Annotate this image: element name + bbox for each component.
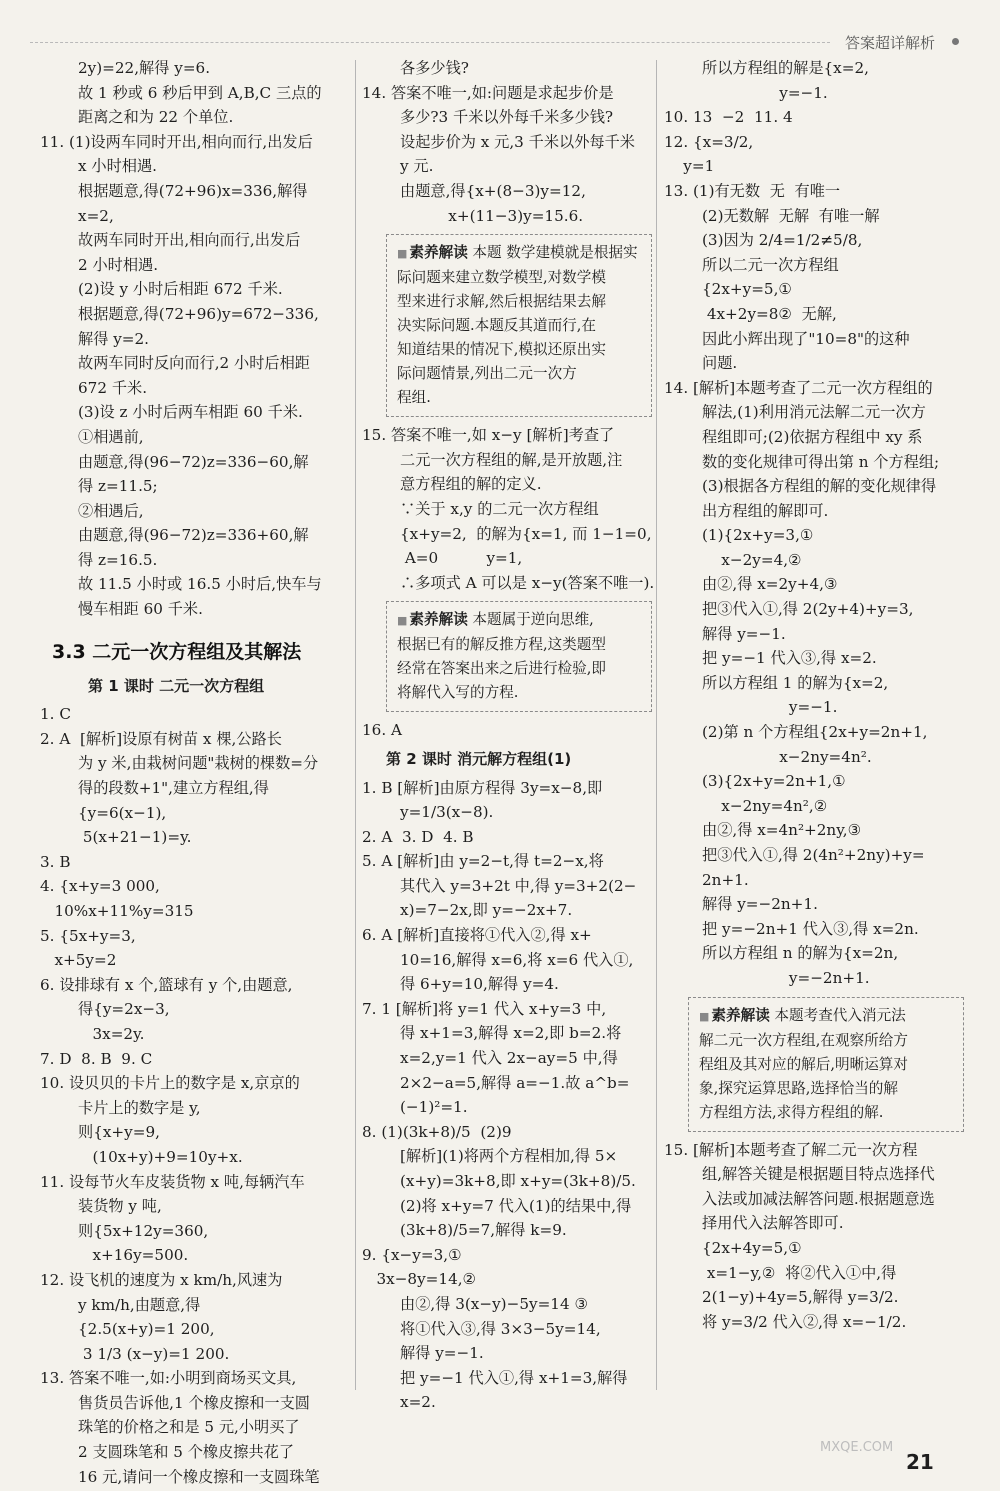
text-line: ∴多项式 A 可以是 x−y(答案不唯一). [400, 573, 655, 592]
text-line: 把 y=−1 代入③,得 x=2. [702, 649, 877, 668]
note-text: 际问题情景,列出二元一次方 [397, 365, 577, 383]
text-line: 8. (1)(3k+8)/5 (2)9 [362, 1122, 512, 1141]
text-line: (3)根据各方程组的解的变化规律得 [702, 477, 937, 496]
text-line: ②相遇后, [78, 501, 144, 520]
text-line: 由题意,得(96−72)z=336−60,解 [78, 452, 309, 471]
note-heading: ■ 素养解读 [397, 244, 468, 261]
page-number: 21 [906, 1450, 934, 1474]
text-line: 意方程组的解的定义. [400, 475, 542, 494]
text-line: A=0 y=1, [400, 549, 523, 568]
note-text: 本题 数学建模就是根据实 [467, 244, 638, 262]
text-line: 数的变化规律可得出第 n 个方程组; [702, 452, 940, 471]
text-line: 9. {x−y=3,① [362, 1245, 462, 1264]
text-line: y=1/3(x−8). [400, 803, 494, 822]
text-line: 出方程组的解即可. [702, 501, 829, 520]
text-line: x+16y=500. [78, 1246, 189, 1265]
header-rule [30, 42, 830, 43]
text-line: 4. {x+y=3 000, [40, 877, 160, 896]
text-line: x−2ny=4n²,② [702, 796, 828, 815]
note-heading: ■ 素养解读 [699, 1007, 770, 1024]
text-line: 2×2−a=5,解得 a=−1.故 a^b= [400, 1073, 630, 1092]
text-line: 程组即可;(2)依据方程组中 xy 系 [702, 427, 923, 446]
text-line: 得 z=16.5. [78, 550, 158, 569]
note-text: 象,探究运算思路,选择恰当的解 [699, 1079, 898, 1097]
header-dot-icon [952, 38, 959, 45]
column-divider [355, 60, 356, 1390]
answer-block [362, 776, 652, 1415]
column-divider [656, 60, 657, 1390]
text-line: 得 6+y=10,解得 y=4. [400, 975, 559, 994]
text-line: 2 小时相遇. [78, 255, 159, 274]
text-line: 13. 答案不唯一,如:小明到商场买文具, [40, 1369, 297, 1388]
text-line: 1. C [40, 705, 71, 724]
answer-block [664, 1138, 964, 1335]
text-line: y=−2n+1. [702, 968, 870, 987]
text-line: 11. 设每节火车皮装货物 x 吨,每辆汽车 [40, 1172, 305, 1191]
answer-block [40, 702, 355, 1489]
text-line: 将①代入③,得 3×3−5y=14, [400, 1319, 601, 1338]
text-line: 2. A [解析]设原有树苗 x 棵,公路长 [40, 729, 282, 748]
text-line: 6. 设排球有 x 个,篮球有 y 个,由题意, [40, 975, 293, 994]
text-line: 16. A [362, 721, 402, 740]
text-line: 距离之和为 22 个单位. [78, 108, 234, 127]
text-line: 因此小辉出现了"10=8"的这种 [702, 329, 910, 348]
text-line: 由②,得 3(x−y)−5y=14 ③ [400, 1294, 589, 1313]
text-line: (2)无数解 无解 有唯一解 [702, 206, 880, 225]
answer-block [362, 56, 652, 228]
text-line: 解得 y=−1. [702, 624, 786, 643]
text-line: 10%x+11%y=315 [40, 902, 194, 920]
text-line: 把 y=−1 代入①,得 x+1=3,解得 [400, 1368, 628, 1387]
text-line: 2 支圆珠笔和 5 个橡皮擦共花了 [78, 1443, 295, 1462]
text-line: {y=6(x−1), [78, 803, 167, 822]
text-line: 故两车同时反向而行,2 小时后相距 [78, 354, 310, 373]
literacy-note [386, 601, 652, 712]
note-text: 解二元一次方程组,在观察所给方 [699, 1031, 908, 1049]
text-line: ∵关于 x,y 的二元一次方程组 [400, 499, 599, 518]
text-line: {2x+y=5,① [702, 280, 793, 299]
text-line: 14. [解析]本题考查了二元一次方程组的 [664, 378, 933, 397]
text-line: 根据题意,得(72+96)x=336,解得 [78, 181, 308, 200]
text-line: 得 z=11.5; [78, 477, 158, 496]
text-line: 7. D 8. B 9. C [40, 1049, 153, 1068]
text-line: 择用代入法解答即可. [702, 1214, 844, 1233]
text-line: 故 11.5 小时或 16.5 小时后,快车与 [78, 575, 322, 594]
text-line: 3 1/3 (x−y)=1 200. [78, 1344, 230, 1363]
text-line: x)=7−2x,即 y=−2x+7. [400, 901, 573, 920]
note-text: 程组. [397, 389, 431, 407]
text-line: 得{y=2x−3, [78, 1000, 170, 1019]
text-line: (3)设 z 小时后两车相距 60 千米. [78, 403, 303, 422]
text-line: x+5y=2 [40, 951, 117, 970]
text-line: 把③代入①,得 2(2y+4)+y=3, [702, 600, 914, 619]
text-line: x−2ny=4n². [702, 747, 872, 766]
text-line: x=2,y=1 代入 2x−ay=5 中,得 [400, 1049, 618, 1068]
text-line: {2x+4y=5,① [702, 1238, 802, 1257]
note-heading: ■ 素养解读 [397, 611, 468, 628]
text-line: 11. (1)设两车同时开出,相向而行,出发后 [40, 132, 313, 151]
text-line: 所以方程组的解是{x=2, [702, 59, 869, 77]
text-line: 解得 y=2. [78, 329, 149, 348]
text-line: 10. 13 −2 11. 4 [664, 108, 793, 127]
text-line: 问题. [702, 354, 738, 373]
text-line: {x+y=2, 的解为{x=1, 而 1−1=0, [400, 524, 652, 543]
text-line: 由题意,得{x+(8−3)y=12, [400, 181, 586, 200]
text-line: 珠笔的价格之和是 5 元,小明买了 [78, 1418, 300, 1437]
note-text: 方程组方法,求得方程组的解. [699, 1103, 884, 1121]
text-line: 则{x+y=9, [78, 1123, 160, 1142]
answer-block [40, 56, 355, 622]
text-line: 由②,得 x=4n²+2ny,③ [702, 821, 862, 840]
text-line: 5. {5x+y=3, [40, 926, 136, 945]
watermark: MXQE.COM [820, 1440, 894, 1455]
note-text: 决实际问题.本题反其道而行,在 [397, 317, 596, 335]
text-line: x=1−y,② 将②代入①中,得 [702, 1263, 897, 1282]
note-text: 将解代入写的方程. [397, 684, 519, 702]
text-line: 入法或加减法解答问题.根据题意选 [702, 1189, 935, 1208]
text-line: (2)设 y 小时后相距 672 千米. [78, 280, 283, 299]
note-text: 程组及其对应的解后,明晰运算对 [699, 1055, 908, 1073]
text-line: 15. 答案不唯一,如 x−y [解析]考查了 [362, 426, 615, 445]
text-line: y=−1. [702, 698, 838, 717]
text-line: 所以方程组 1 的解为{x=2, [702, 673, 889, 692]
text-line: 则{5x+12y=360, [78, 1221, 209, 1240]
text-line: 慢车相距 60 千米. [78, 600, 203, 619]
text-line: (2)第 n 个方程组{2x+y=2n+1, [702, 723, 928, 742]
text-line: 售货员告诉他,1 个橡皮擦和一支圆 [78, 1393, 310, 1412]
note-text: 本题考查代入消元法 [769, 1006, 906, 1024]
text-line: 由②,得 x=2y+4,③ [702, 575, 838, 594]
text-line: 所以二元一次方程组 [702, 255, 839, 274]
text-line: 15. [解析]本题考查了解二元一次方程 [664, 1140, 918, 1159]
text-line: (x+y)=3k+8,即 x+y=(3k+8)/5. [400, 1172, 636, 1190]
text-line: 12. {x=3/2, [664, 132, 754, 151]
running-header: 答案超详解析 [845, 34, 936, 52]
text-line: 3x−8y=14,② [362, 1270, 477, 1289]
text-line: 14. 答案不唯一,如:问题是求起步价是 [362, 83, 614, 102]
text-line: 5. A [解析]由 y=2−t,得 t=2−x,将 [362, 852, 604, 871]
text-line: y 元. [400, 157, 434, 176]
text-line: 2n+1. [702, 870, 749, 889]
note-text: 本题属于逆向思维, [467, 611, 594, 629]
text-line: y=1 [664, 157, 715, 176]
text-line: x=2, [78, 206, 114, 225]
text-line: 1. B [解析]由原方程得 3y=x−8,即 [362, 778, 603, 797]
text-line: 10. 设贝贝的卡片上的数字是 x,京京的 [40, 1074, 300, 1093]
text-line: 解法,(1)利用消元法解二元一次方 [702, 403, 926, 422]
text-line: y=−1. [702, 83, 828, 102]
text-line: 672 千米. [78, 378, 148, 397]
text-line: 5(x+21−1)=y. [78, 828, 192, 847]
text-line: 为 y 米,由栽树问题"栽树的棵数=分 [78, 754, 319, 773]
note-text: 际问题来建立数学模型,对数学模 [397, 269, 606, 287]
text-line: 将 y=3/2 代入②,得 x=−1/2. [702, 1312, 907, 1331]
answer-block [362, 718, 652, 743]
text-line: 得 x+1=3,解得 x=2,即 b=2.将 [400, 1024, 622, 1043]
text-line: x+(11−3)y=15.6. [400, 206, 584, 225]
literacy-note [688, 997, 964, 1132]
text-line: 二元一次方程组的解,是开放题,注 [400, 450, 623, 469]
text-line: (3)因为 2/4=1/2≠5/8, [702, 231, 863, 250]
text-line: 设起步价为 x 元,3 千米以外每千米 [400, 132, 635, 151]
text-line: 2y)=22,解得 y=6. [78, 59, 211, 77]
text-line: (1){2x+y=3,① [702, 526, 814, 545]
text-line: 13. (1)有无数 无 有唯一 [664, 181, 841, 200]
note-text: 型来进行求解,然后根据结果去解 [397, 293, 606, 311]
text-line: 装货物 y 吨, [78, 1197, 162, 1216]
text-line: x 小时相遇. [78, 157, 157, 176]
text-line: 多少?3 千米以外每千米多少钱? [400, 108, 614, 127]
text-line: (3){2x+y=2n+1,① [702, 772, 846, 791]
text-line: 故两车同时开出,相向而行,出发后 [78, 231, 301, 250]
lesson-title: 第 1 课时 二元一次方程组 [88, 676, 265, 695]
lesson-title: 第 2 课时 消元解方程组(1) [386, 749, 572, 768]
text-line: (3k+8)/5=7,解得 k=9. [400, 1221, 567, 1240]
text-line: 2. A 3. D 4. B [362, 827, 474, 846]
note-text: 经常在答案出来之后进行检验,即 [397, 660, 606, 678]
text-line: 其代入 y=3+2t 中,得 y=3+2(2− [400, 876, 637, 895]
column-left [40, 56, 355, 1489]
text-line: 卡片上的数字是 y, [78, 1098, 201, 1117]
text-line: x=2. [400, 1393, 436, 1412]
text-line: 3x=2y. [78, 1024, 145, 1043]
note-text: 知道结果的情况下,模拟还原出实 [397, 341, 606, 359]
text-line: 得的段数+1",建立方程组,得 [78, 779, 269, 798]
text-line: 根据题意,得(72+96)y=672−336, [78, 304, 319, 323]
text-line: (10x+y)+9=10y+x. [78, 1147, 243, 1166]
literacy-note [386, 234, 652, 417]
note-text: 根据已有的解反推方程,这类题型 [397, 636, 606, 654]
text-line: 7. 1 [解析]将 y=1 代入 x+y=3 中, [362, 999, 607, 1018]
text-line: x−2y=4,② [702, 550, 802, 569]
text-line: 16 元,请问一个橡皮擦和一支圆珠笔 [78, 1467, 320, 1486]
text-line: 3. B [40, 852, 71, 871]
text-line: 6. A [解析]直接将①代入②,得 x+ [362, 926, 592, 945]
section-title: 3.3 二元一次方程组及其解法 [52, 640, 302, 663]
text-line: 组,解答关键是根据题目特点选择代 [702, 1165, 935, 1184]
text-line: y km/h,由题意,得 [78, 1295, 201, 1314]
text-line: 10=16,解得 x=6,将 x=6 代入①, [400, 950, 634, 969]
column-right [664, 56, 964, 1334]
text-line: 4x+2y=8② 无解, [702, 304, 837, 323]
text-line: 解得 y=−2n+1. [702, 895, 818, 914]
text-line: 各多少钱? [400, 59, 469, 77]
text-line: (−1)²=1. [400, 1098, 468, 1117]
text-line: 把③代入①,得 2(4n²+2ny)+y= [702, 846, 925, 864]
text-line: 所以方程组 n 的解为{x=2n, [702, 944, 899, 963]
text-line: (2)将 x+y=7 代入(1)的结果中,得 [400, 1196, 632, 1215]
answer-block [664, 56, 964, 991]
text-line: ①相遇前, [78, 427, 144, 446]
text-line: 故 1 秒或 6 秒后甲到 A,B,C 三点的 [78, 83, 322, 102]
column-middle [362, 56, 655, 1415]
text-line: 12. 设飞机的速度为 x km/h,风速为 [40, 1270, 283, 1289]
text-line: 2(1−y)+4y=5,解得 y=3/2. [702, 1288, 899, 1307]
text-line: [解析](1)将两个方程相加,得 5× [400, 1147, 618, 1166]
text-line: {2.5(x+y)=1 200, [78, 1320, 215, 1339]
text-line: 由题意,得(96−72)z=336+60,解 [78, 526, 309, 545]
answer-block [362, 423, 655, 595]
text-line: 把 y=−2n+1 代入③,得 x=2n. [702, 919, 919, 938]
text-line: 解得 y=−1. [400, 1344, 484, 1363]
